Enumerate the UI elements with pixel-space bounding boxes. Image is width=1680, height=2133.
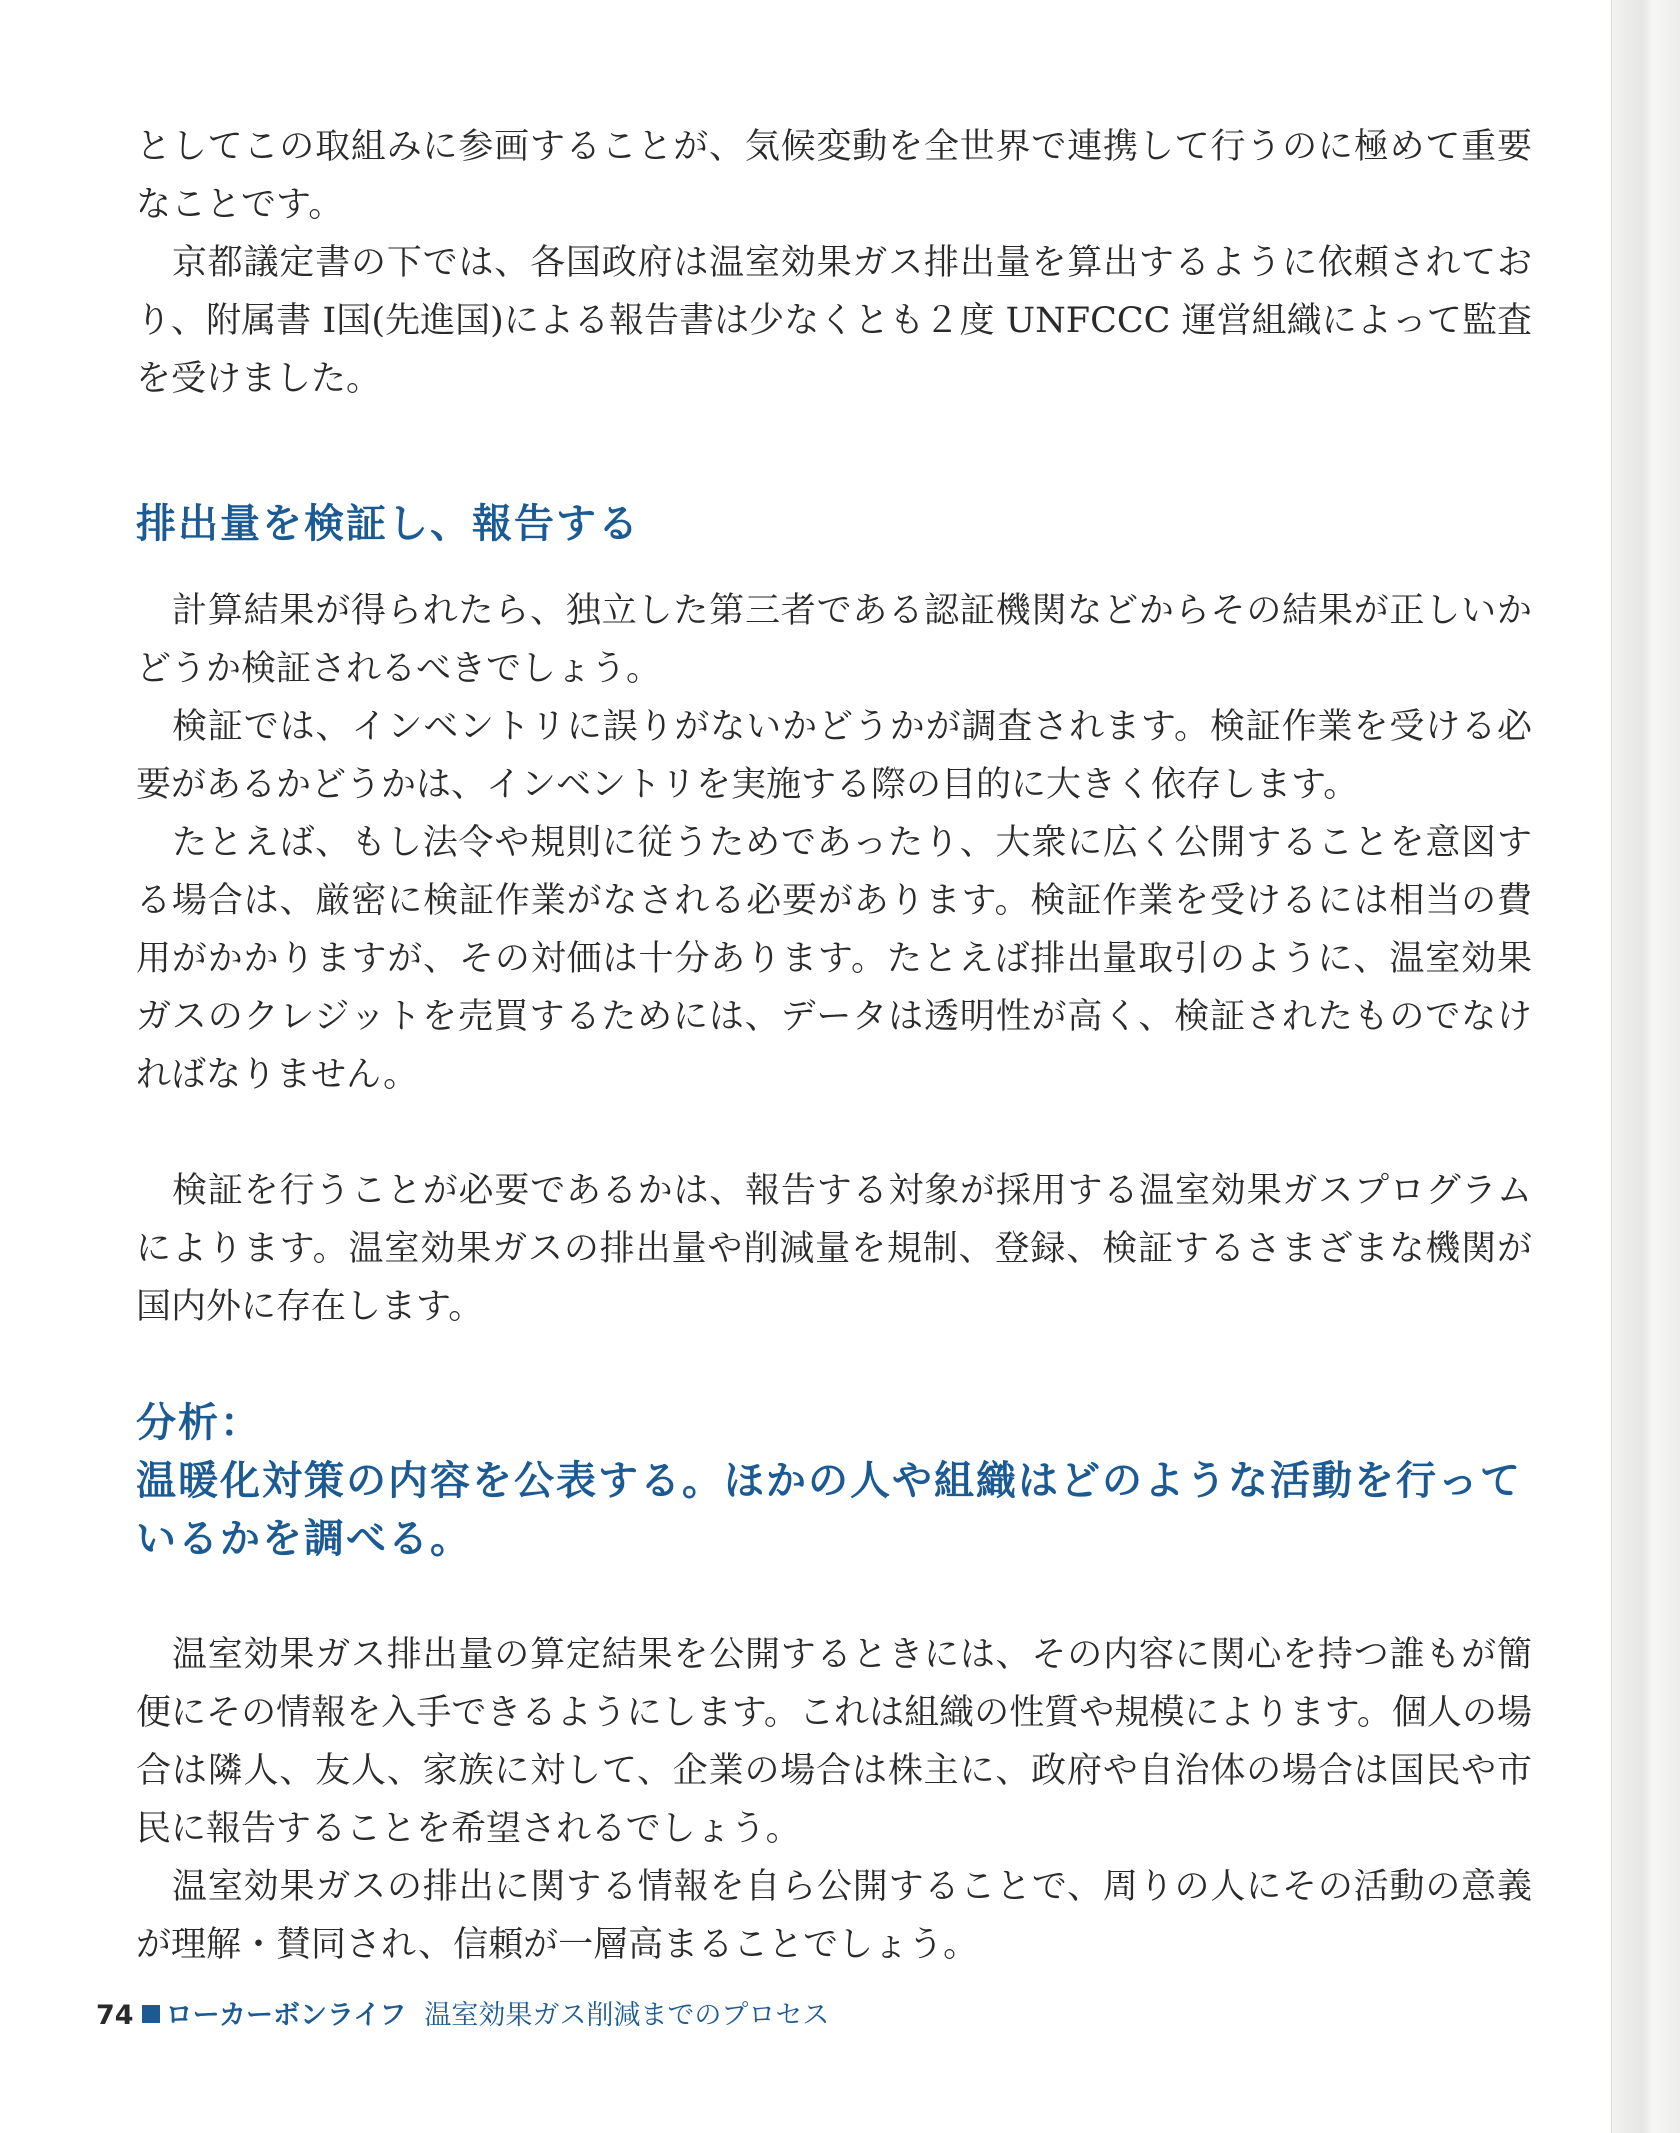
body-paragraph: 京都議定書の下では、各国政府は温室効果ガス排出量を算出するように依頼されており、附属書 Ⅰ国(先進国)による報告書は少なくとも２度 UNFCCC 運営組織によって監査を受けました。 (136, 243, 1532, 399)
chapter-title: 温室効果ガス削減までのプロセス (424, 2000, 830, 2031)
square-bullet-icon (142, 2005, 160, 2023)
section-heading-verify: 排出量を検証し、報告する (136, 501, 640, 547)
section-heading-analysis (136, 1394, 1532, 1568)
body-paragraph: 計算結果が得られたら、独立した第三者である認証機関などからその結果が正しいかどうか検証されるべきでしょう。 (136, 591, 1532, 689)
page-footer (96, 1999, 829, 2033)
page-edge (1611, 0, 1680, 2133)
body-paragraph: 温室効果ガスの排出に関する情報を自ら公開することで、周りの人にその活動の意義が理解・賛同され、信頼が一層高まることでしょう。 (136, 1867, 1532, 1965)
heading-label: 分析： (136, 1400, 262, 1446)
body-paragraph: たとえば、もし法令や規則に従うためであったり、大衆に広く公開することを意図する場合は、厳密に検証作業がなされる必要があります。検証作業を受けるには相当の費用がかかりますが、その対価は十分あります。たとえば排出量取引のように、温室効果ガスのクレジットを売買するためには、データは透明性が高く、検証されたものでなければなりません。 (136, 823, 1532, 1095)
body-paragraph: 温室効果ガス排出量の算定結果を公開するときには、その内容に関心を持つ誰もが簡便にその情報を入手できるようにします。これは組織の性質や規模によります。個人の場合は隣人、友人、家族に対して、企業の場合は株主に、政府や自治体の場合は国民や市民に報告することを希望されるでしょう。 (136, 1635, 1532, 1849)
book-title: ローカーボンライフ (165, 2000, 407, 2031)
heading-title: 温暖化対策の内容を公表する。ほかの人や組織はどのような活動を行っているかを調べる。 (136, 1458, 1522, 1562)
body-paragraph: としてこの取組みに参画することが、気候変動を全世界で連携して行うのに極めて重要なことです。 (136, 127, 1532, 225)
page-content (136, 118, 1532, 1974)
page-number: 74 (96, 2000, 134, 2031)
body-paragraph: 検証では、インベントリに誤りがないかどうかが調査されます。検証作業を受ける必要があるかどうかは、インベントリを実施する際の目的に大きく依存します。 (136, 707, 1532, 805)
body-paragraph: 検証を行うことが必要であるかは、報告する対象が採用する温室効果ガスプログラムによります。温室効果ガスの排出量や削減量を規制、登録、検証するさまざまな機関が国内外に存在します。 (136, 1171, 1532, 1327)
